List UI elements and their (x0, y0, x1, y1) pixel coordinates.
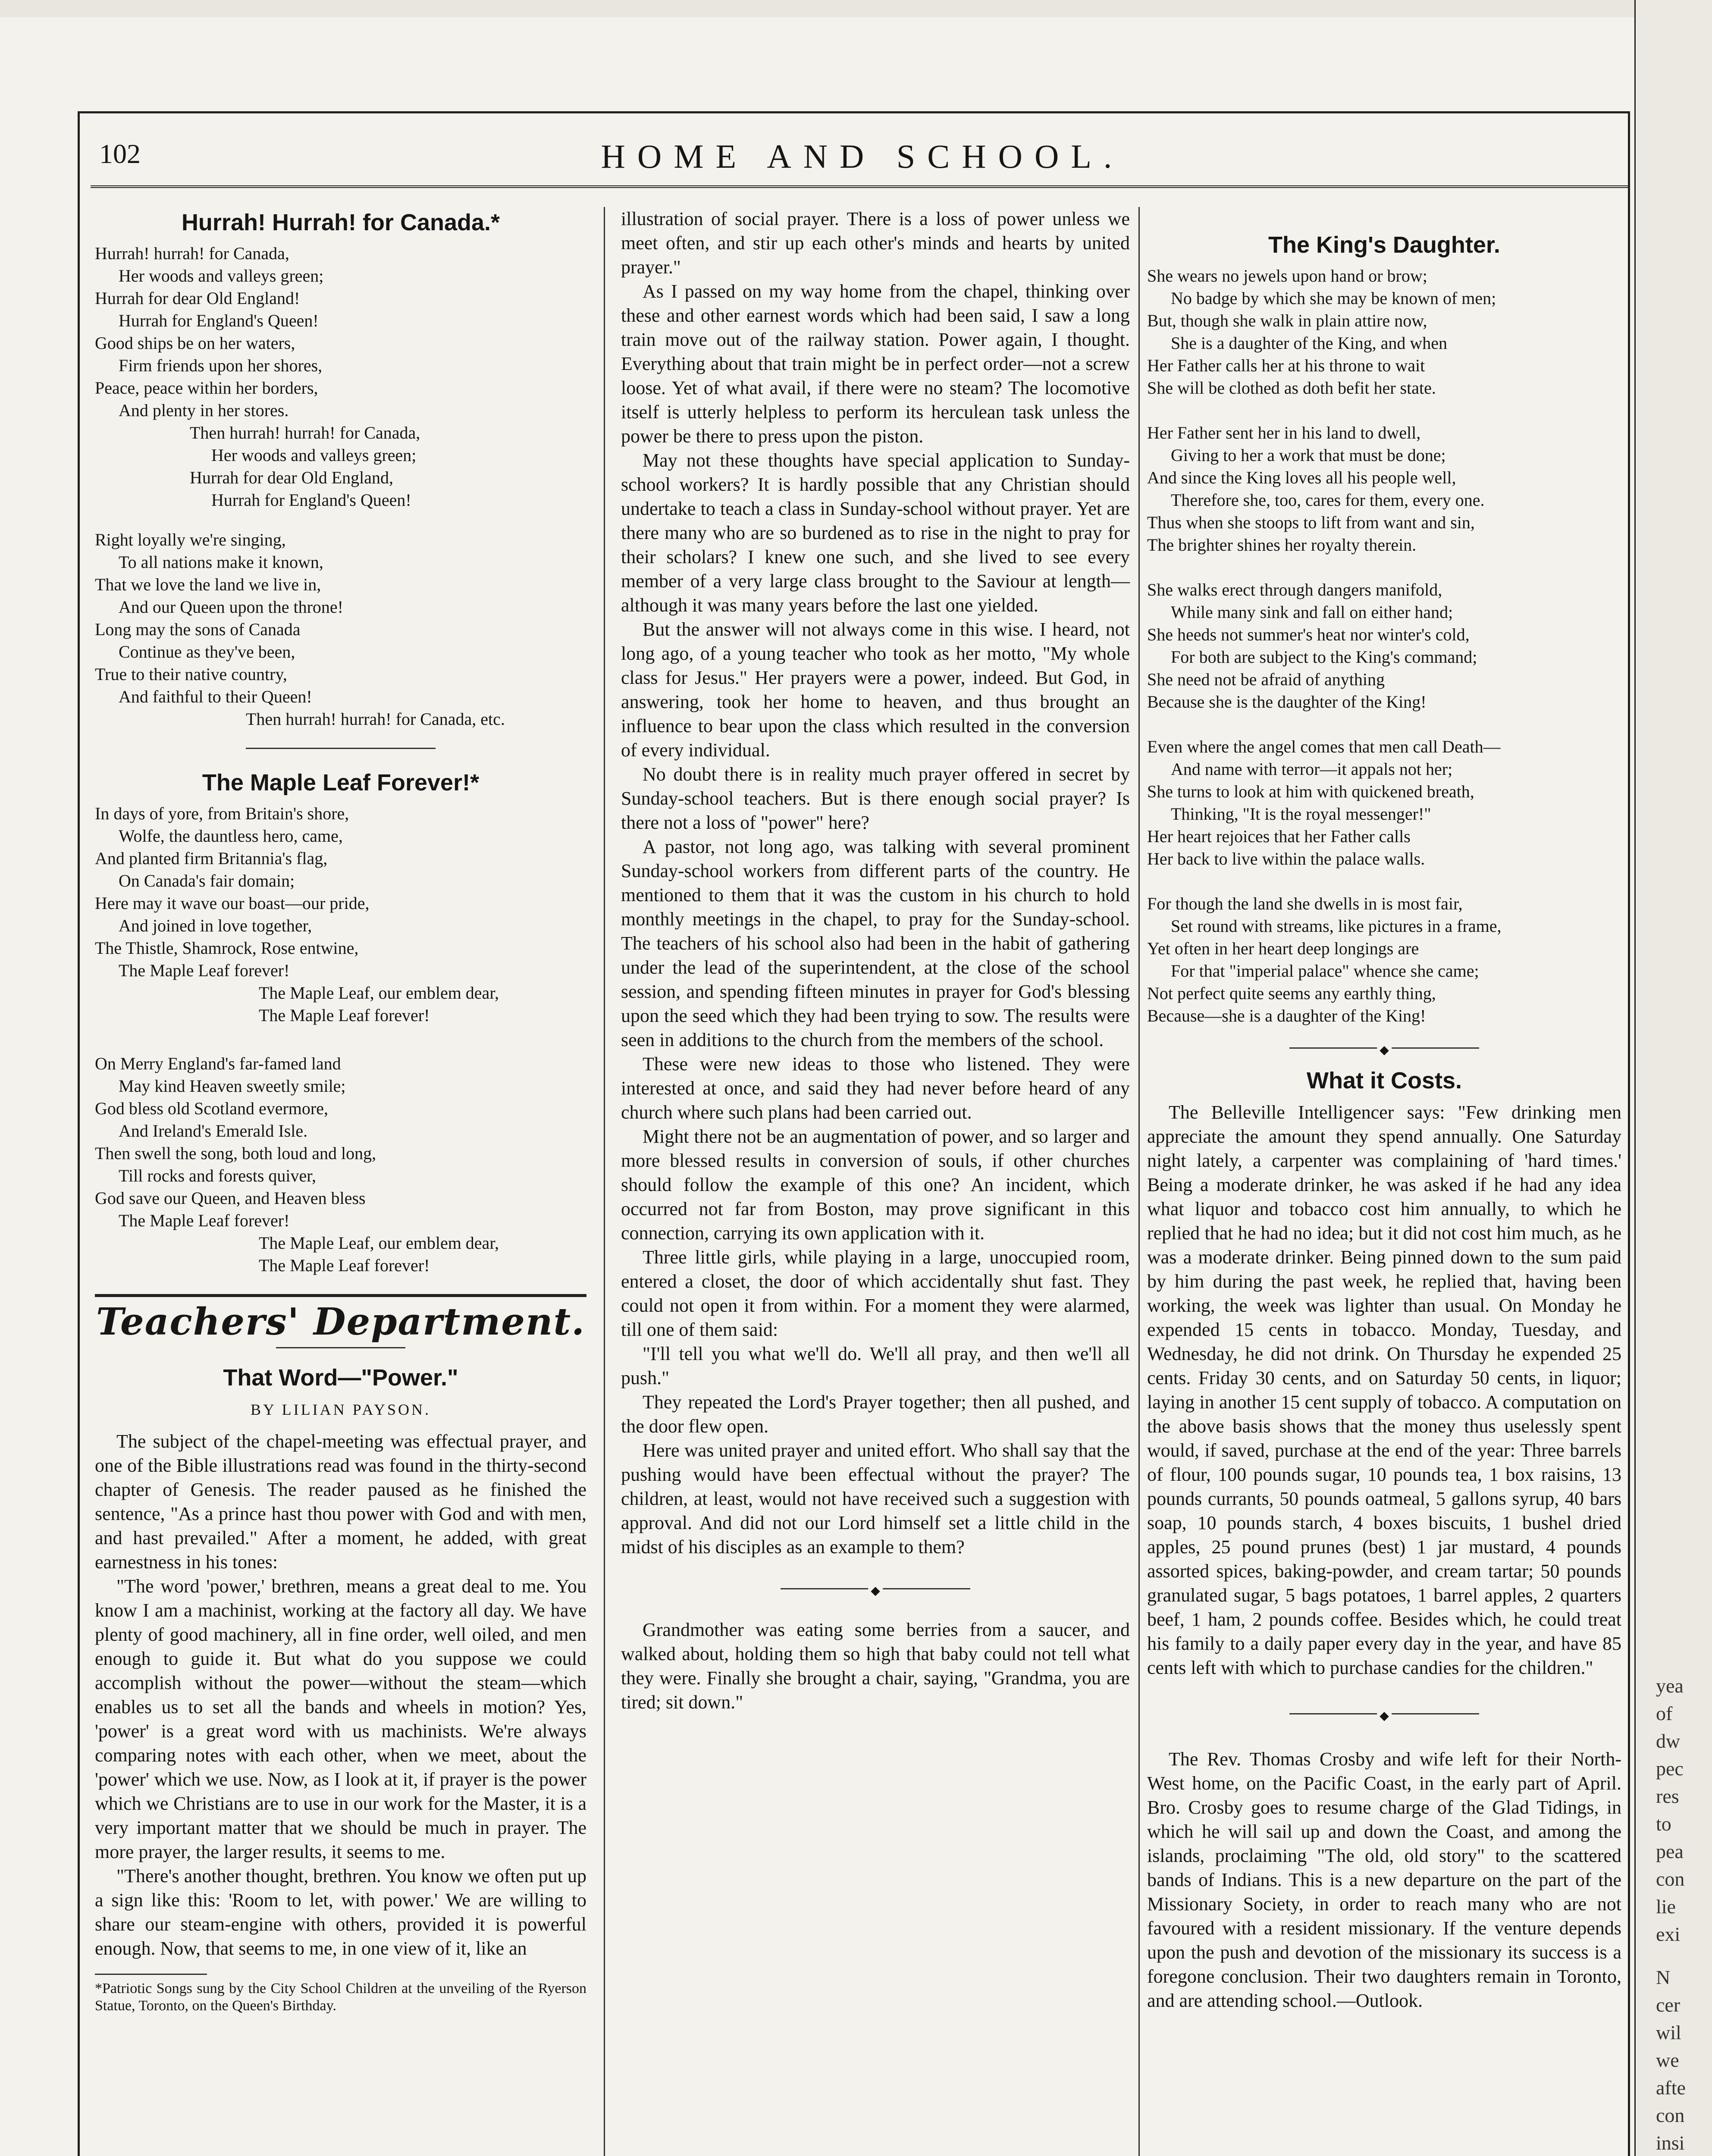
poem-line: Right loyally we're singing, (95, 530, 286, 549)
poem-line: True to their native country, (95, 664, 287, 684)
poem-line: She is a daughter of the King, and when (1171, 333, 1447, 353)
poem-line: May kind Heaven sweetly smile; (119, 1076, 346, 1096)
poem-line: And planted firm Britannia's flag, (95, 849, 328, 868)
margin-fragment: insi (1656, 2132, 1685, 2154)
margin-fragment: pec (1656, 1758, 1684, 1780)
poem-line: Even where the angel comes that men call Death— (1147, 737, 1501, 756)
margin-fragment: con (1656, 2104, 1685, 2126)
poem-line: Thus when she stoops to lift from want and sin, (1147, 513, 1475, 532)
poem-line: Not perfect quite seems any earthly thing, (1147, 984, 1436, 1003)
poem-line: And since the King loves all his people well, (1147, 468, 1456, 487)
poem-line: And joined in love together, (119, 916, 312, 935)
margin-fragment: cer (1656, 1994, 1681, 2016)
poem-line: Her back to live within the palace walls. (1147, 849, 1425, 868)
poem-line: God save our Queen, and Heaven bless (95, 1188, 366, 1208)
poem-line: She heeds not summer's heat nor winter's cold, (1147, 625, 1470, 644)
article-paragraph: These were new ideas to those who listened. They were interested at once, and said they had never before heard of any church where such plans had been carried out. (621, 1053, 1130, 1123)
department-rule (95, 1294, 586, 1297)
poem-line: The Maple Leaf forever! (119, 1211, 290, 1230)
article-paragraph: Here was united prayer and united effort. Who shall say that the pushing would have been effectual without the prayer? The children, at least, would not have received such a suggestion with approval. And did not our Lord himself set a little child in the midst of his disciples as an example to them? (621, 1440, 1130, 1557)
article-title-what-it-costs: What it Costs. (1307, 1068, 1462, 1094)
article-paragraph: As I passed on my way home from the chapel, thinking over these and other earnest words which had been said, I saw a long train move out of the railway station. Power again, I thought. Everything about that train might be in perfect order—not a screw loose. Yet of what avail, if there were no steam? The locomotive itself is utterly helpless to perform its herculean task unless the power be there to press upon the piston. (621, 281, 1130, 447)
poem-line: Long may the sons of Canada (95, 620, 301, 639)
poem-line: Good ships be on her waters, (95, 333, 295, 353)
poem-line: For that "imperial palace" whence she came; (1171, 961, 1479, 981)
margin-fragment: pea (1656, 1840, 1684, 1862)
margin-fragment: exi (1656, 1923, 1681, 1945)
poem-line: No badge by which she may be known of men; (1171, 288, 1496, 308)
header-rule (91, 185, 1630, 191)
poem-line: Peace, peace within her borders, (95, 378, 318, 398)
footnote: *Patriotic Songs sung by the City School Children at the unveiling of the Ryerson Statue, Toronto, on the Queen's Birthday. (95, 1981, 586, 2014)
poem-maple-leaf (95, 802, 586, 1277)
poem-line: Then swell the song, both loud and long, (95, 1144, 376, 1163)
section-separator (781, 1585, 970, 1592)
poem-line: She turns to look at him with quickened breath, (1147, 782, 1474, 801)
poem-line: Hurrah! hurrah! for Canada, (95, 244, 289, 263)
poem-line: And our Queen upon the throne! (119, 597, 343, 617)
article-paragraph: Might there not be an augmentation of power, and so larger and more blessed results in conversion of souls, if other churches should follow the example of this one? An incident, which occurred not far from Boston, may prove significant in this connection, carrying its own application with it. (621, 1126, 1130, 1244)
poem-line: The Thistle, Shamrock, Rose entwine, (95, 938, 359, 958)
article-paragraph: The subject of the chapel-meeting was effectual prayer, and one of the Bible illustrations read was found in the thirty-second chapter of Genesis. The reader paused as he finished the sentence, "As a prince hast thou power with God and with men, and hast prevailed." After a moment, he added, with great earnestness in his tones: (95, 1431, 586, 1573)
margin-fragment: res (1656, 1785, 1679, 1807)
poem-line: And name with terror—it appals not her; (1171, 759, 1453, 779)
article-paragraph: But the answer will not always come in this wise. I heard, not long ago, of a young teacher who took as her motto, "My whole class for Jesus." Her prayers were a power, indeed. But God, in answering, took her home to heaven, and thus brought an influence to bear upon the class which resulted in the conversion of every individual. (621, 619, 1130, 761)
column-divider-2 (1138, 207, 1140, 2156)
margin-fragment: afte (1656, 2077, 1686, 2099)
poem-line: Then hurrah! hurrah! for Canada, etc. (246, 709, 505, 729)
poem-line: For though the land she dwells in is most fair, (1147, 894, 1463, 913)
poem-line: While many sink and fall on either hand; (1171, 602, 1453, 622)
margin-fragment: lie (1656, 1896, 1676, 1918)
article-title-power: That Word—"Power." (223, 1365, 458, 1391)
article-paragraph: A pastor, not long ago, was talking with several prominent Sunday-school workers from different parts of the country. He mentioned to them that it was the custom in his church to hold monthly meetings in the chapel, to pray for the Sunday-school. The teachers of his school also had been in the habit of gathering under the lead of the superintendent, at the close of the school session, and spending fifteen minutes in prayer for God's blessing upon the seed which they had been trying to sow. The results were seen in additions to the church from the members of the school. (621, 836, 1130, 1050)
article-paragraph: The Belleville Intelligencer says: "Few drinking men appreciate the amount they spend annually. One Saturday night lately, a carpenter was complaining of 'hard times.' Being a moderate drinker, he was asked if he had any idea what liquor and tobacco cost him annually, to which he replied that he had no idea; but it did not cost him much, as he was a moderate drinker. Being pinned down to the sum paid by him during the past week, he replied that, having been working, the week was lighter than usual. On Monday he expended 15 cents in tobacco. Monday, Tuesday, and Wednesday, he did not drink. On Thursday he expended 25 cents. Friday 30 cents, and on Saturday 50 cents, in liquor; laying in another 15 cent supply of tobacco. A computation on the above basis shows that the money thus uselessly spent would, if saved, purchase at the end of the year: Three barrels of flour, 100 pounds sugar, 10 pounds tea, 1 box raisins, 13 pounds currants, 50 pounds oatmeal, 5 gallons syrup, 40 bars soap, 10 pounds starch, 4 boxes biscuits, 1 bushel dried apples, 25 pound prunes (best) 1 jar mustard, 4 pounds assorted spices, baking-powder, and cream tartar; 50 pounds granulated sugar, 5 bags potatoes, 1 barrel apples, 2 quarters beef, 1 ham, 2 pounds coffee. Besides which, he could treat his family to a daily paper every day in the year, and have 85 cents left with which to purchase candies for the children." (1147, 1102, 1621, 1678)
page-number: 102 (99, 138, 141, 169)
poem-line: Hurrah for England's Queen! (119, 311, 319, 330)
grandmother-paragraph: Grandmother was eating some berries from a saucer, and walked about, holding them so high that baby could not tell what they were. Finally she brought a chair, saying, "Grandma, you are tired; sit down." (621, 1619, 1130, 1713)
poem-line: God bless old Scotland evermore, (95, 1099, 328, 1118)
poem-line: The Maple Leaf forever! (119, 961, 290, 980)
poem-line: The Maple Leaf, our emblem dear, (259, 1233, 499, 1253)
poem-line: Here may it wave our boast—our pride, (95, 893, 370, 913)
margin-fragment: dw (1656, 1730, 1681, 1752)
section-separator (1289, 1044, 1479, 1051)
poem-line: Hurrah for dear Old England! (95, 288, 300, 308)
margin-fragment: con (1656, 1868, 1685, 1890)
article-paragraph: illustration of social prayer. There is a loss of power unless we meet often, and stir up each other's minds and hearts by united prayer." (621, 208, 1130, 278)
column-2 (621, 207, 1130, 1714)
poem-line: Her Father calls her at his throne to wait (1147, 356, 1425, 375)
poem-line: Yet often in her heart deep longings are (1147, 939, 1419, 958)
column-1 (95, 207, 586, 2015)
poem-line: On Merry England's far-famed land (95, 1054, 341, 1073)
section-separator (246, 748, 436, 753)
department-heading: Teachers' Department. (96, 1300, 586, 1344)
article-paragraph: "I'll tell you what we'll do. We'll all pray, and then we'll all push." (621, 1343, 1130, 1388)
poem-line: Firm friends upon her shores, (119, 356, 323, 375)
article-paragraph: No doubt there is in reality much prayer offered in secret by Sunday-school teachers. But is there enough social prayer? Is there not a loss of "power" here? (621, 764, 1130, 833)
poem-title-hurrah: Hurrah! Hurrah! for Canada.* (181, 210, 500, 235)
poem-line: On Canada's fair domain; (119, 871, 295, 890)
poem-line: The Maple Leaf, our emblem dear, (259, 983, 499, 1003)
poem-line: Therefore she, too, cares for them, every one. (1171, 490, 1485, 510)
poem-line: She wears no jewels upon hand or brow; (1147, 266, 1427, 285)
margin-fragment: of (1656, 1702, 1673, 1724)
article-paragraph: "There's another thought, brethren. You know we often put up a sign like this: 'Room to let, with power.' We are willing to share our steam-engine with others, provided it is powerful enough. Now, that seems to me, in one view of it, like an (95, 1865, 586, 1959)
poem-line: Continue as they've been, (119, 642, 295, 661)
poem-line: The Maple Leaf forever! (259, 1256, 430, 1275)
poem-line: She walks erect through dangers manifold, (1147, 580, 1442, 599)
poem-line: Hurrah for England's Queen! (211, 490, 411, 510)
poem-line: Her woods and valleys green; (211, 445, 417, 465)
poem-line: Because—she is a daughter of the King! (1147, 1006, 1426, 1025)
poem-line: But, though she walk in plain attire now, (1147, 311, 1427, 330)
article-paragraph: They repeated the Lord's Prayer together; then all pushed, and the door flew open. (621, 1391, 1130, 1437)
poem-line: The Maple Leaf forever! (259, 1006, 430, 1025)
poem-line: Wolfe, the dauntless hero, came, (119, 826, 343, 846)
poem-line: She will be clothed as doth befit her state. (1147, 378, 1436, 398)
poem-line: She need not be afraid of anything (1147, 670, 1385, 689)
poem-line: Then hurrah! hurrah! for Canada, (190, 423, 420, 442)
article-byline: BY LILIAN PAYSON. (250, 1401, 431, 1418)
poem-line: Her Father sent her in his land to dwell, (1147, 423, 1421, 442)
masthead-title: HOME AND SCHOOL. (601, 138, 1124, 175)
poem-line: In days of yore, from Britain's shore, (95, 804, 349, 823)
column-divider-1 (604, 207, 605, 2156)
poem-line: That we love the land we live in, (95, 575, 321, 594)
page-top-band (0, 0, 1712, 17)
poem-title-maple-leaf: The Maple Leaf Forever!* (202, 770, 480, 796)
poem-line: Giving to her a work that must be done; (1171, 445, 1446, 465)
poem-line: For both are subject to the King's command; (1171, 647, 1477, 667)
poem-line: Hurrah for dear Old England, (190, 468, 394, 487)
crosby-note: The Rev. Thomas Crosby and wife left for their North-West home, on the Pacific Coast, in the early part of April. Bro. Crosby goes to resume charge of the Glad Tidings, in which he will sail up and down the Coast, and among the islands, proclaiming "The old, old story" to the scattered bands of Indians. This is a new departure on the part of the Missionary Society, in order to reach many who are not favoured with a resident missionary. If the venture depends upon the push and devotion of the missionary its success is a foregone conclusion. Their two daughters remain in Toronto, and are attending school.—Outlook. (1147, 1749, 1621, 2011)
poem-line: And plenty in her stores. (119, 401, 289, 420)
margin-fragment: to (1656, 1813, 1671, 1835)
article-paragraph: "The word 'power,' brethren, means a great deal to me. You know I am a machinist, working at the factory all day. We have plenty of good machinery, all in fine order, well oiled, and men enough to guide it. But what do you suppose we could accomplish without the power—without the steam—which enables us to set all the bands and wheels in motion? Yes, 'power' is a great word with us machinists. We're always comparing notes with each other, when we meet, about the 'power' which we use. Now, as I look at it, if prayer is the power which we Christians are to use in our work for the Master, it is a very important matter that we should be much in prayer. The more prayer, the larger results, it seems to me. (95, 1576, 586, 1862)
margin-fragment: wil (1656, 2021, 1681, 2043)
margin-fragment: N (1656, 1966, 1671, 1988)
article-paragraph: Three little girls, while playing in a large, unoccupied room, entered a closet, the door of which accidentally shut fast. They could not open it from within. For a moment they were alarmed, till one of them said: (621, 1247, 1130, 1340)
poem-kings-daughter (1147, 265, 1621, 1027)
poem-line: And faithful to their Queen! (119, 687, 312, 706)
adjacent-page-margin (1634, 0, 1712, 2156)
column-3 (1147, 207, 1621, 2013)
poem-line: Till rocks and forests quiver, (119, 1166, 316, 1185)
poem-line: To all nations make it known, (119, 552, 323, 572)
footnote-rule (95, 1974, 207, 1975)
poem-line: The brighter shines her royalty therein. (1147, 535, 1417, 555)
poem-line: Thinking, "It is the royal messenger!" (1171, 804, 1431, 824)
poem-hurrah (95, 242, 586, 730)
department-separator (276, 1347, 405, 1353)
poem-line: Set round with streams, like pictures in a frame, (1171, 916, 1502, 936)
poem-line: Her woods and valleys green; (119, 266, 324, 285)
margin-fragment: we (1656, 2049, 1679, 2071)
poem-title-kings-daughter: The King's Daughter. (1268, 232, 1500, 258)
poem-line: Her heart rejoices that her Father calls (1147, 827, 1411, 846)
margin-fragment: yea (1656, 1675, 1684, 1697)
poem-line: Because she is the daughter of the King! (1147, 692, 1427, 711)
poem-line: And Ireland's Emerald Isle. (119, 1121, 308, 1141)
section-separator (1289, 1710, 1479, 1717)
article-paragraph: May not these thoughts have special application to Sunday-school workers? It is hardly possible that any Christian should undertake to teach a class in Sunday-school without prayer. Yet are there many who are so burdened as to rise in the night to pray for their scholars? I knew one such, and she lived to see every member of a very large class brought to the Saviour at length—although it was many years before the last one yielded. (621, 450, 1130, 616)
